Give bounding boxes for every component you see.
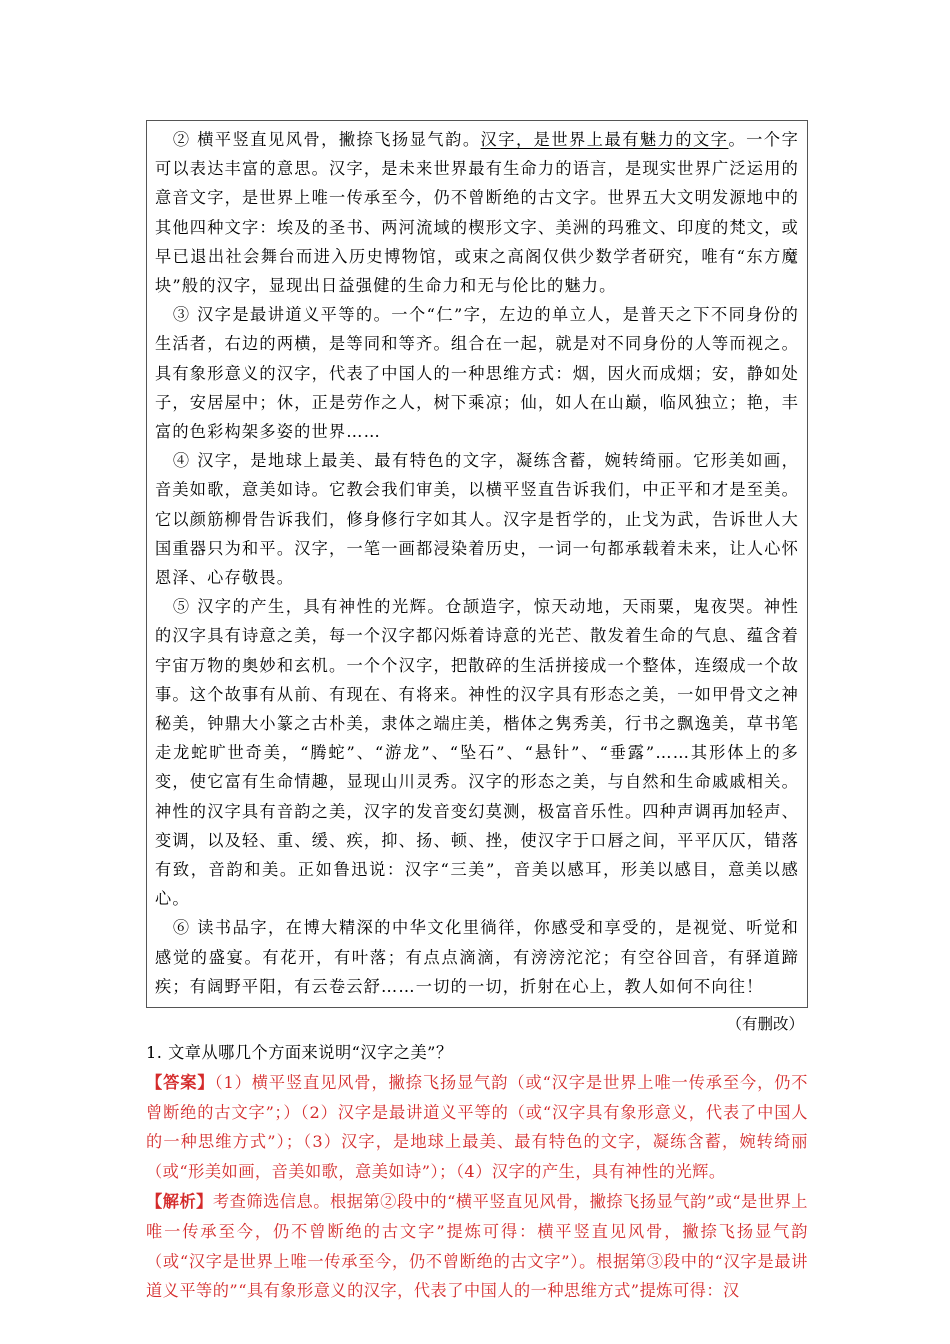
- article-box: [146, 120, 808, 1008]
- paragraph-6: ⑥ 读书品字，在博大精深的中华文化里徜徉，你感受和享受的，是视觉、听觉和感觉的盛宴。有花开，有叶落；有点点滴滴，有滂滂沱沱；有空谷回音，有驿道蹄疾；有阔野平阳，有云卷云舒……一切的一切，折射在心上，教人如何不向往！: [155, 918, 799, 996]
- document-page: [146, 120, 808, 1306]
- paragraph-2-start: ② 横平竖直见风骨，撇捺飞扬显气韵。: [172, 130, 481, 149]
- paragraph-5: ⑤ 汉字的产生，具有神性的光辉。仓颉造字，惊天动地，天雨粟，鬼夜哭。神性的汉字具有诗意之美，每一个汉字都闪烁着诗意的光芒、散发着生命的气息、蕴含着宇宙万物的奥妙和玄机。一个个汉字，把散碎的生活拼接成一个整体，连缀成一个故事。这个故事有从前、有现在、有将来。神性的汉字具有形态之美，一如甲骨文之神秘美，钟鼎大小篆之古朴美，隶体之端庄美，楷体之隽秀美，行书之飘逸美，草书笔走龙蛇旷世奇美，“腾蛇”、“游龙”、“坠石”、“悬针”、“垂露”……其形体上的多变，使它富有生命情趣，显现山川灵秀。汉字的形态之美，与自然和生命戚戚相关。神性的汉字具有音韵之美，汉字的发音变幻莫测，极富音乐性。四种声调再加轻声、变调，以及轻、重、缓、疾，抑、扬、顿、挫，使汉字于口唇之间，平平仄仄，错落有致，音韵和美。正如鲁迅说：汉字“三美”，音美以感耳，形美以感目，意美以感心。: [155, 597, 799, 909]
- answer-text: （1）横平竖直见风骨，撇捺飞扬显气韵（或“汉字是世界上唯一传承至今，仍不曾断绝的古文字”；）（2）汉字是最讲道义平等的（或“汉字具有象形意义，代表了中国人的一种思维方式”）；（3）汉字，是地球上最美、最有特色的文字，凝练含蓄，婉转绮丽（或“形美如画，音美如歌，意美如诗”）；（4）汉字的产生，具有神性的光辉。: [146, 1072, 808, 1182]
- question-section: [146, 1038, 808, 1306]
- analysis-block: [146, 1187, 808, 1306]
- paragraph-2-rest: 。一个字可以表达丰富的意思。汉字，是未来世界最有生命力的语言，是现实世界广泛运用的意音文字，是世界上唯一传承至今，仍不曾断绝的古文字。世界五大文明发源地中的其他四种文字：埃及的圣书、两河流域的楔形文字、美洲的玛雅文、印度的梵文，或早已退出社会舞台而进入历史博物馆，或束之高阁仅供少数学者研究，唯有“东方魔块”般的汉字，显现出日益强健的生命力和无与伦比的魅力。: [155, 130, 799, 296]
- answer-block: [146, 1068, 808, 1187]
- source-note: （有删改）: [726, 1015, 804, 1034]
- analysis-tag: 【解析】: [146, 1192, 213, 1212]
- underlined-sentence: 汉字，是世界上最有魅力的文字: [480, 130, 729, 149]
- question-text: 1. 文章从哪几个方面来说明“汉字之美”？: [146, 1043, 453, 1063]
- paragraph-4: ④ 汉字，是地球上最美、最有特色的文字，凝练含蓄，婉转绮丽。它形美如画，音美如歌，意美如诗。它教会我们审美，以横平竖直告诉我们，中正平和才是至美。它以颜筋柳骨告诉我们，修身修行字如其人。汉字是哲学的，止戈为武，告诉世人大国重器只为和平。汉字，一笔一画都浸染着历史，一词一句都承载着未来，让人心怀恩泽、心存敬畏。: [155, 451, 799, 588]
- answer-tag: 【答案】: [146, 1072, 215, 1092]
- paragraph-2: [155, 125, 799, 300]
- paragraph-3: ③ 汉字是最讲道义平等的。一个“仁”字，左边的单立人，是普天之下不同身份的生活者，右边的两横，是等同和等齐。组合在一起，就是对不同身份的人等而视之。具有象形意义的汉字，代表了中国人的一种思维方式：烟，因火而成烟；安，静如处子，安居屋中；休，正是劳作之人，树下乘凉；仙，如人在山巅，临风独立；艳，丰富的色彩构架多姿的世界……: [155, 305, 799, 442]
- analysis-text: 考查筛选信息。根据第②段中的“横平竖直见风骨，撇捺飞扬显气韵”或“是世界上唯一传承至今，仍不曾断绝的古文字”提炼可得：横平竖直见风骨，撇捺飞扬显气韵（或“汉字是世界上唯一传承至今，仍不曾断绝的古文字”）。根据第③段中的“汉字是最讲道义平等的”“具有象形意义的汉字，代表了中国人的一种思维方式”提炼可得：汉: [146, 1192, 808, 1301]
